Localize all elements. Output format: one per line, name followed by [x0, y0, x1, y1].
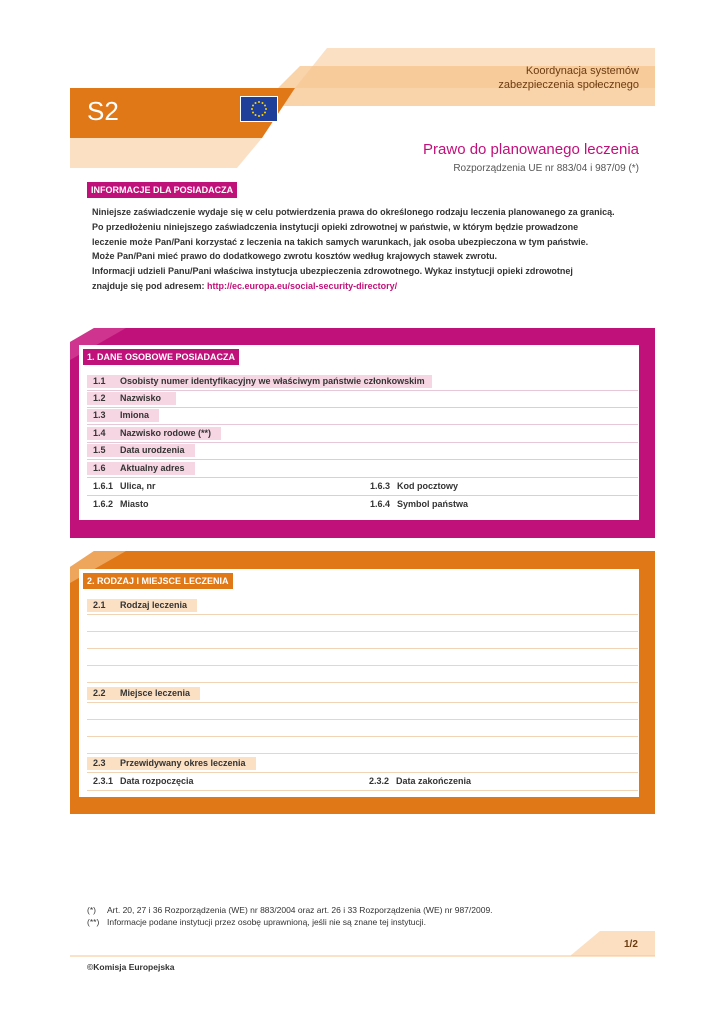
address-row: [87, 496, 638, 513]
city-label: 1.6.2 Miasto: [93, 499, 149, 509]
copyright: ©Komisja Europejska: [87, 962, 175, 972]
address-row: [87, 478, 638, 496]
footnote-1: (*) Art. 20, 27 i 36 Rozporządzenia (WE) nr 883/2004 oraz art. 26 i 33 Rozporządzenia (WE) nr 987/2009.: [87, 905, 493, 915]
field-1-2-label: 1.2 Nazwisko: [87, 392, 176, 405]
blank-row: [87, 736, 638, 754]
section1-heading: 1. DANE OSOBOWE POSIADACZA: [83, 349, 239, 365]
regulation-reference: Rozporządzenia UE nr 883/04 i 987/09 (*): [453, 163, 639, 174]
coordination-line-2: zabezpieczenia społecznego: [498, 79, 639, 91]
blank-row: [87, 702, 638, 720]
info-line: Po przedłożeniu niniejszego zaświadczenia instytucji opieki zdrowotnej w państwie, w którym będzie prowadzone: [92, 221, 579, 232]
info-line: Niniejsze zaświadczenie wydaje się w celu potwierdzenia prawa do określonego rodzaju leczenia planowanego za granicą.: [92, 207, 615, 217]
field-row: [87, 425, 638, 443]
page-number: 1/2: [624, 939, 638, 950]
field-row: [87, 460, 638, 478]
field-row: [87, 685, 638, 703]
field-1-5-label: 1.5 Data urodzenia: [87, 444, 195, 457]
blank-row: [87, 648, 638, 666]
field-2-1-label: 2.1 Rodzaj leczenia: [87, 599, 197, 612]
street-label: 1.6.1 Ulica, nr: [93, 481, 156, 491]
field-2-2-label: 2.2 Miejsce leczenia: [87, 687, 200, 700]
country-label: 1.6.4 Symbol państwa: [370, 499, 469, 509]
field-row: [87, 442, 638, 460]
postcode-label: 1.6.3 Kod pocztowy: [370, 481, 458, 491]
info-line: leczenie może Pan/Pani korzystać z leczenia na takich samych warunkach, jak osoba ubezpieczona w tym państwie.: [92, 236, 589, 247]
form-code: S2: [87, 96, 119, 126]
coordination-label: [498, 64, 639, 92]
blank-row: [87, 631, 638, 649]
field-row: [87, 390, 638, 408]
info-line: Informacji udzieli Panu/Pani właściwa instytucja ubezpieczenia zdrowotnego. Wykaz instytucji opieki zdrowotnej: [92, 266, 573, 277]
start-date-label: 2.3.1 Data rozpoczęcia: [93, 776, 194, 786]
info-link-prefix: znajduje się pod adresem:: [92, 280, 208, 291]
info-line: [92, 279, 652, 294]
section2-heading: 2. RODZAJ I MIEJSCE LECZENIA: [83, 573, 233, 589]
footnote-2: (**) Informacje podane instytucji przez osobę uprawnioną, jeśli nie są znane tej instytucji.: [87, 917, 426, 927]
end-date-label: 2.3.2 Data zakończenia: [369, 776, 472, 786]
field-1-6-label: 1.6 Aktualny adres: [87, 462, 195, 475]
field-1-3-label: 1.3 Imiona: [87, 409, 159, 422]
field-row: [87, 755, 638, 773]
field-row: [87, 373, 638, 391]
document-title: Prawo do planowanego leczenia: [423, 141, 639, 158]
field-row: [87, 407, 638, 425]
field-row: [87, 597, 638, 615]
field-1-4-label: 1.4 Nazwisko rodowe (**): [87, 427, 221, 440]
blank-row: [87, 665, 638, 683]
info-heading: INFORMACJE DLA POSIADACZA: [87, 182, 237, 198]
page-tab: [0, 925, 725, 960]
info-text: [92, 205, 652, 294]
blank-row: [87, 719, 638, 737]
eu-flag-icon: [240, 96, 278, 122]
dates-row: [87, 773, 638, 791]
field-2-3-label: 2.3 Przewidywany okres leczenia: [87, 757, 256, 770]
coordination-line-1: Koordynacja systemów: [525, 65, 639, 77]
blank-row: [87, 614, 638, 632]
directory-link[interactable]: http://ec.europa.eu/social-security-directory/: [207, 280, 398, 291]
info-line: Może Pan/Pani mieć prawo do dodatkowego zwrotu kosztów według krajowych stawek zwrotu.: [92, 251, 498, 262]
field-1-1-label: 1.1 Osobisty numer identyfikacyjny we właściwym państwie członkowskim: [87, 375, 432, 388]
